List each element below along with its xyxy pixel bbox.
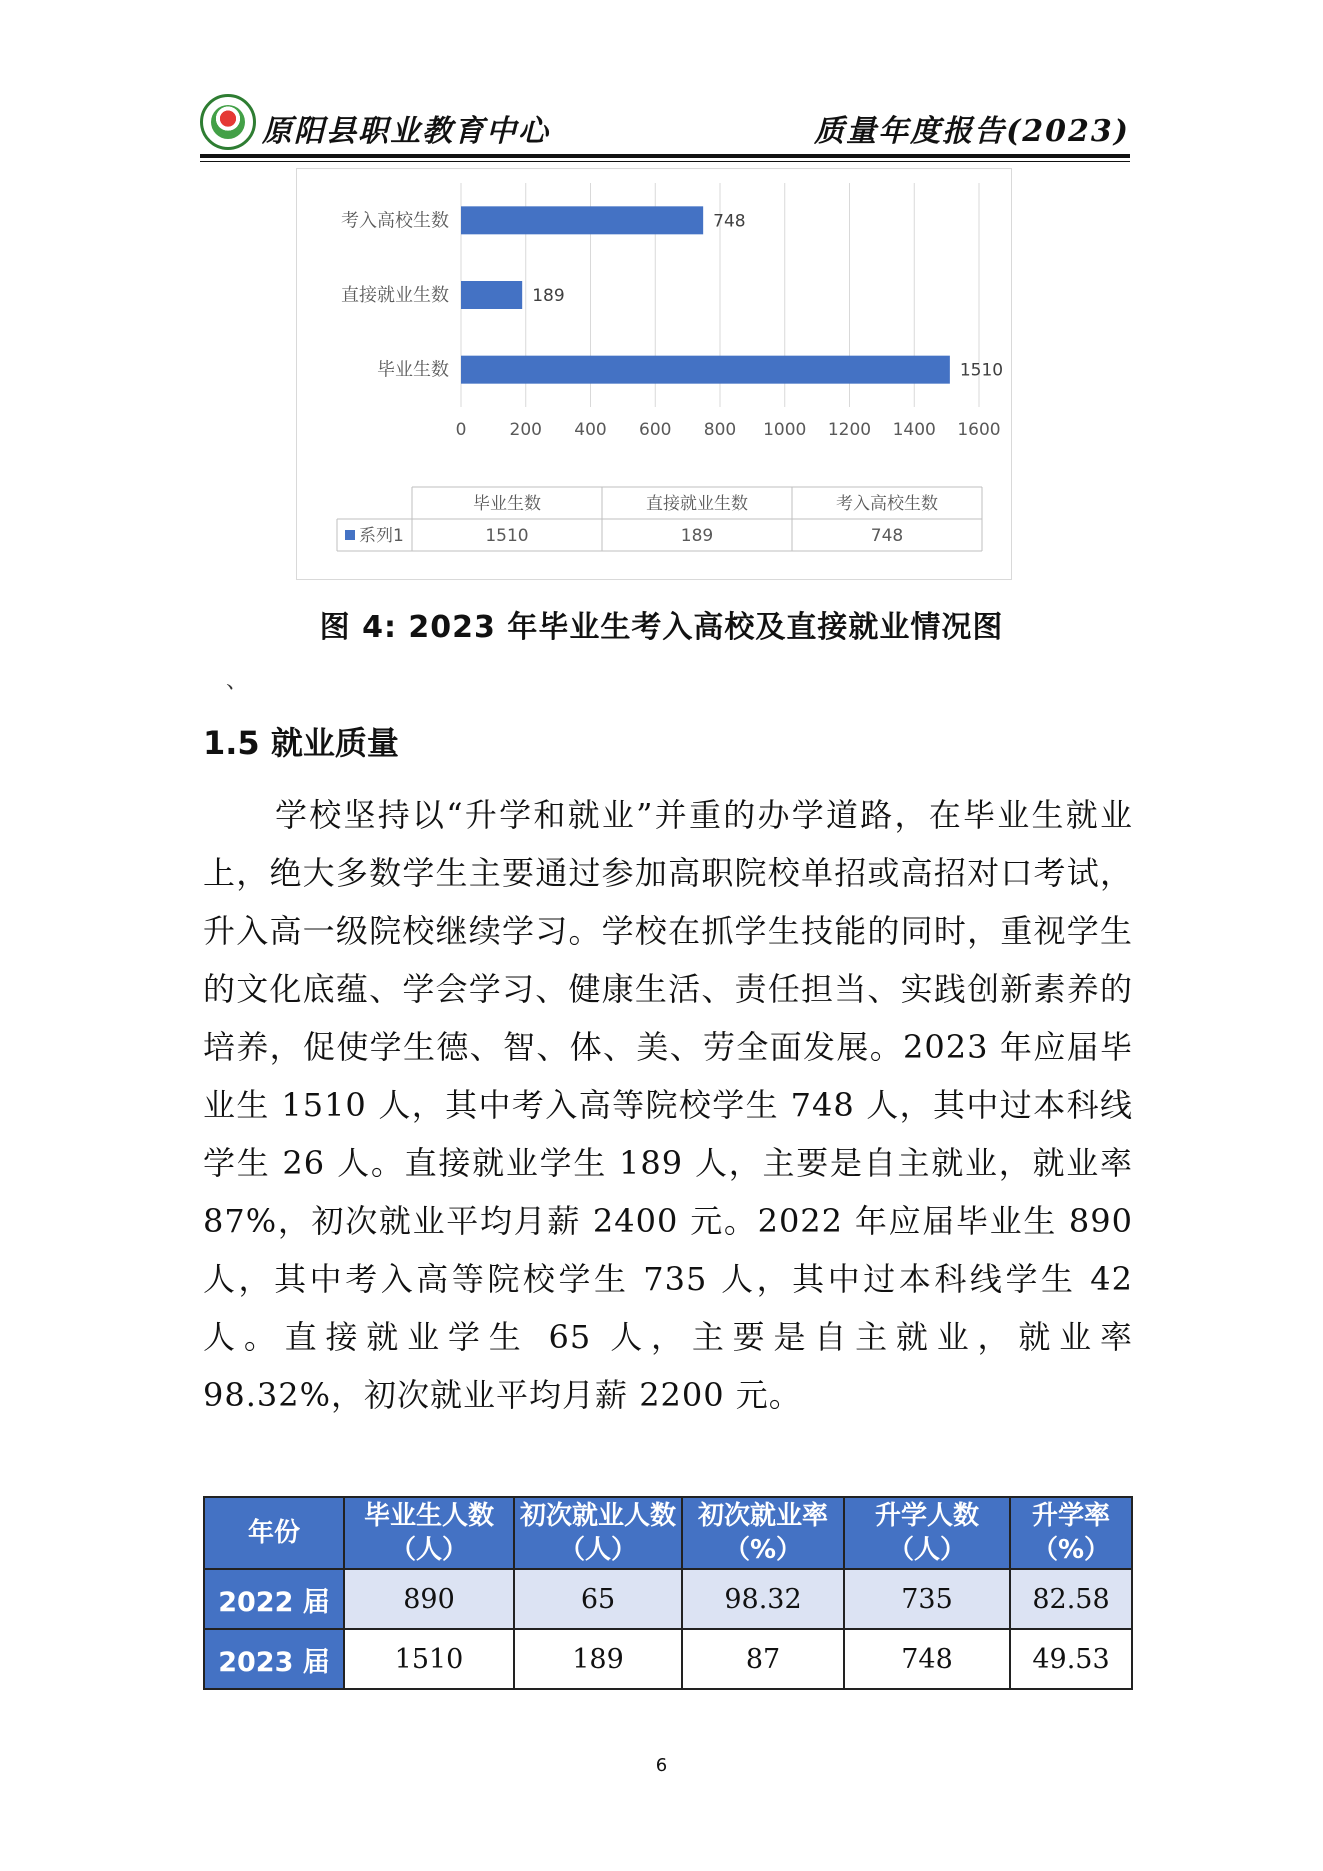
legend-label: 系列1 <box>359 526 404 546</box>
header-cell-year: 年份 <box>204 1497 344 1569</box>
table-cell: 735 <box>844 1569 1010 1629</box>
data-label: 189 <box>532 286 565 306</box>
x-tick-label: 600 <box>639 420 672 440</box>
category-label: 直接就业生数 <box>341 285 449 306</box>
x-tick-label: 400 <box>574 420 607 440</box>
table-cell: 87 <box>682 1629 844 1689</box>
stray-mark: 、 <box>226 669 249 694</box>
table-cell: 2022 届 <box>204 1569 344 1629</box>
school-logo-icon <box>200 94 256 150</box>
table-cell: 49.53 <box>1010 1629 1132 1689</box>
table-row <box>204 1569 1132 1629</box>
header-rule <box>200 154 1130 158</box>
x-tick-label: 200 <box>509 420 542 440</box>
header-cell-graduates: 毕业生人数（人） <box>344 1497 514 1569</box>
bar-chart-svg <box>297 169 1011 579</box>
bar <box>461 356 950 384</box>
data-label: 1510 <box>959 360 1004 381</box>
header-cell-employment-rate: 初次就业率（%） <box>682 1497 844 1569</box>
table-cell: 65 <box>514 1569 682 1629</box>
header-cell-employed: 初次就业人数（人） <box>514 1497 682 1569</box>
x-tick-label: 1200 <box>827 420 872 440</box>
page-number: 6 <box>655 1755 668 1776</box>
school-name: 原阳县职业教育中心 <box>262 114 550 149</box>
header-rule-thin <box>200 161 1130 162</box>
report-title: 质量年度报告(2023) <box>814 114 1130 149</box>
legend-key <box>345 530 355 540</box>
data-table-header: 考入高校生数 <box>836 494 938 514</box>
table-cell: 2023 届 <box>204 1629 344 1689</box>
page-header <box>200 94 1130 160</box>
x-tick-label: 1600 <box>957 420 1001 440</box>
data-table-value: 748 <box>870 526 904 546</box>
table-cell: 98.32 <box>682 1569 844 1629</box>
figure-caption: 图 4: 2023 年毕业生考入高校及直接就业情况图 <box>319 610 1004 645</box>
x-tick-label: 0 <box>455 420 467 440</box>
table-cell: 748 <box>844 1629 1010 1689</box>
category-label: 毕业生数 <box>377 359 449 381</box>
category-label: 考入高校生数 <box>341 210 449 232</box>
employment-stats-table <box>203 1496 1133 1690</box>
data-table-value: 189 <box>680 526 714 546</box>
table-header-row <box>204 1497 1132 1569</box>
data-table-header: 直接就业生数 <box>646 494 748 514</box>
bar <box>461 281 522 309</box>
table-cell: 1510 <box>344 1629 514 1689</box>
bar-chart <box>296 168 1012 580</box>
header-cell-enrollment-rate: 升学率（%） <box>1010 1497 1132 1569</box>
table-cell: 890 <box>344 1569 514 1629</box>
x-tick-label: 1400 <box>892 420 936 440</box>
x-tick-label: 800 <box>703 420 737 440</box>
table-row <box>204 1629 1132 1689</box>
header-cell-enrolled: 升学人数（人） <box>844 1497 1010 1569</box>
data-table-header: 毕业生数 <box>473 494 541 514</box>
data-label: 748 <box>713 211 746 232</box>
data-table-value: 1510 <box>485 526 529 546</box>
bar <box>461 206 703 234</box>
x-tick-label: 1000 <box>763 420 807 440</box>
body-paragraph: 学校坚持以“升学和就业”并重的办学道路，在毕业生就业上，绝大多数学生主要通过参加高职院校单招或高招对口考试，升入高一级院校继续学习。学校在抓学生技能的同时，重视学生的文化底蕴、学会学习、健康生活、责任担当、实践创新素养的培养，促使学生德、智、体、美、劳全面发展。2023 年应届毕业生 1510 人，其中考入高等院校学生 748 人，其中过本科线学生 26 人。直接就业学生 189 人，主要是自主就业，就业率 87%，初次就业平均月薪 2400 元。2022 年应届毕业生 890 人，其中考入高等院校学生 735 人，其中过本科线学生 42 人。直接就业学生 65 人，主要是自主就业，就业率 98.32%，初次就业平均月薪 2200 元。 <box>203 796 1133 1414</box>
table-cell: 82.58 <box>1010 1569 1132 1629</box>
table-cell: 189 <box>514 1629 682 1689</box>
section-heading: 1.5 就业质量 <box>203 724 399 762</box>
